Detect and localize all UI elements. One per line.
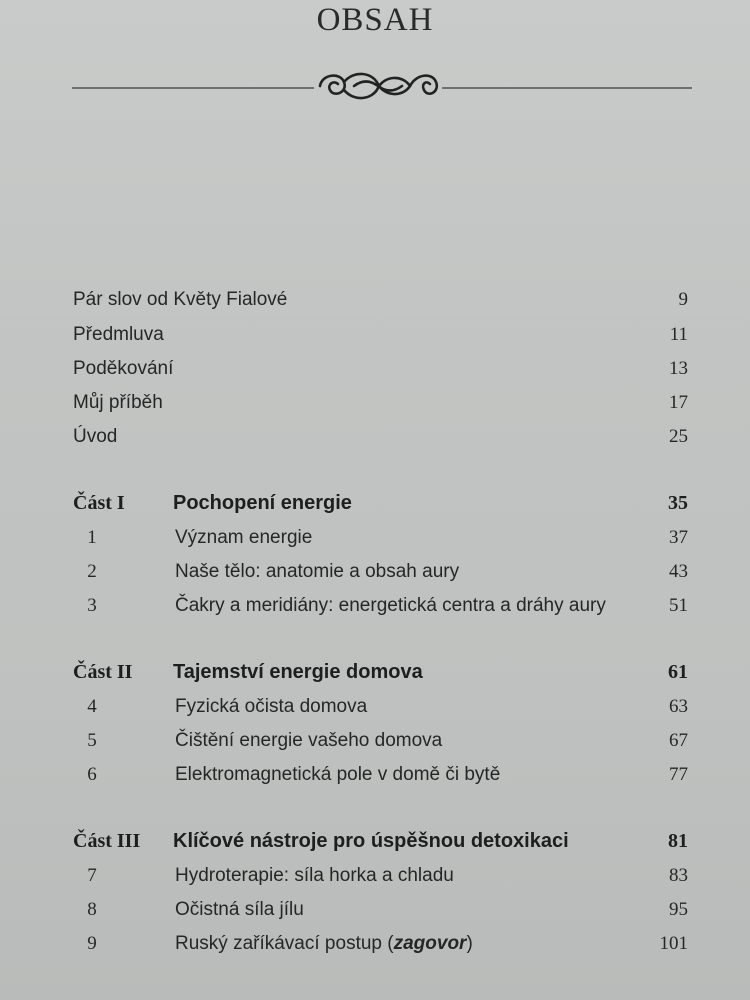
toc-entry-page: 25	[669, 426, 688, 447]
part-page: 61	[668, 661, 688, 683]
toc-chapter[interactable]	[0, 727, 750, 755]
chapter-title-suffix: )	[466, 933, 473, 954]
toc-entry-page: 17	[669, 392, 688, 413]
toc-chapter[interactable]	[0, 693, 750, 721]
chapter-page: 83	[669, 865, 688, 886]
chapter-title-italic: zagovor	[393, 933, 467, 954]
chapter-title: Elektromagnetická pole v domě či bytě	[175, 764, 501, 785]
toc-chapter[interactable]	[0, 524, 750, 552]
part-title: Pochopení energie	[173, 492, 352, 514]
chapter-number: 6	[87, 764, 97, 785]
chapter-title: Čakry a meridiány: energetická centra a dráhy aury	[175, 595, 606, 616]
part-number: Část III	[73, 830, 141, 852]
flourish-icon	[320, 74, 437, 98]
chapter-page: 95	[669, 899, 688, 920]
chapter-page: 77	[669, 764, 688, 785]
chapter-number: 9	[87, 933, 97, 954]
toc-part-heading[interactable]	[0, 658, 750, 686]
chapter-page: 101	[659, 933, 688, 954]
toc-entry-page: 11	[669, 324, 688, 345]
toc-chapter[interactable]	[0, 592, 750, 620]
toc-entry-page: 9	[678, 289, 688, 310]
toc-part-heading[interactable]	[0, 827, 750, 855]
toc-entry-label: Úvod	[73, 426, 118, 447]
part-number: Část I	[73, 492, 125, 514]
toc-entry[interactable]	[0, 321, 750, 349]
page-title: OBSAH	[316, 2, 434, 38]
chapter-number: 2	[87, 561, 97, 582]
toc-entry-label: Můj příběh	[73, 392, 163, 413]
chapter-number: 1	[87, 527, 97, 548]
toc-chapter[interactable]	[0, 761, 750, 789]
toc-entry-label: Předmluva	[73, 324, 164, 345]
toc-entry-label: Poděkování	[73, 358, 174, 379]
chapter-title: Fyzická očista domova	[175, 696, 368, 717]
chapter-number: 4	[87, 696, 97, 717]
title-ornament	[72, 62, 692, 112]
chapter-number: 3	[87, 595, 97, 616]
chapter-page: 37	[669, 527, 688, 548]
chapter-title: Naše tělo: anatomie a obsah aury	[175, 561, 460, 582]
part-page: 81	[668, 830, 688, 852]
chapter-title: Hydroterapie: síla horka a chladu	[175, 865, 454, 886]
chapter-number: 5	[87, 730, 97, 751]
toc-chapter[interactable]	[0, 896, 750, 924]
chapter-number: 7	[87, 865, 97, 886]
part-number: Část II	[73, 661, 133, 683]
chapter-page: 67	[669, 730, 688, 751]
toc-entry-label: Pár slov od Květy Fialové	[73, 289, 288, 310]
part-title: Klíčové nástroje pro úspěšnou detoxikaci	[173, 830, 569, 852]
toc-part-heading[interactable]	[0, 489, 750, 517]
toc-chapter[interactable]	[0, 862, 750, 890]
chapter-title: Čištění energie vašeho domova	[175, 730, 443, 751]
chapter-page: 51	[669, 595, 688, 616]
chapter-page: 63	[669, 696, 688, 717]
toc-entry[interactable]	[0, 423, 750, 451]
chapter-title-prefix: Ruský zaříkávací postup (	[175, 933, 394, 954]
chapter-number: 8	[87, 899, 97, 920]
part-title: Tajemství energie domova	[173, 661, 423, 683]
toc-chapter[interactable]	[0, 558, 750, 586]
toc-entry[interactable]	[0, 286, 750, 314]
chapter-title: Význam energie	[175, 527, 313, 548]
toc-chapter[interactable]	[0, 930, 750, 958]
chapter-page: 43	[669, 561, 688, 582]
chapter-title: Očistná síla jílu	[175, 899, 304, 920]
chapter-title	[175, 930, 473, 958]
toc-entry-page: 13	[669, 358, 688, 379]
part-page: 35	[668, 492, 688, 514]
toc-entry[interactable]	[0, 389, 750, 417]
toc-entry[interactable]	[0, 355, 750, 383]
